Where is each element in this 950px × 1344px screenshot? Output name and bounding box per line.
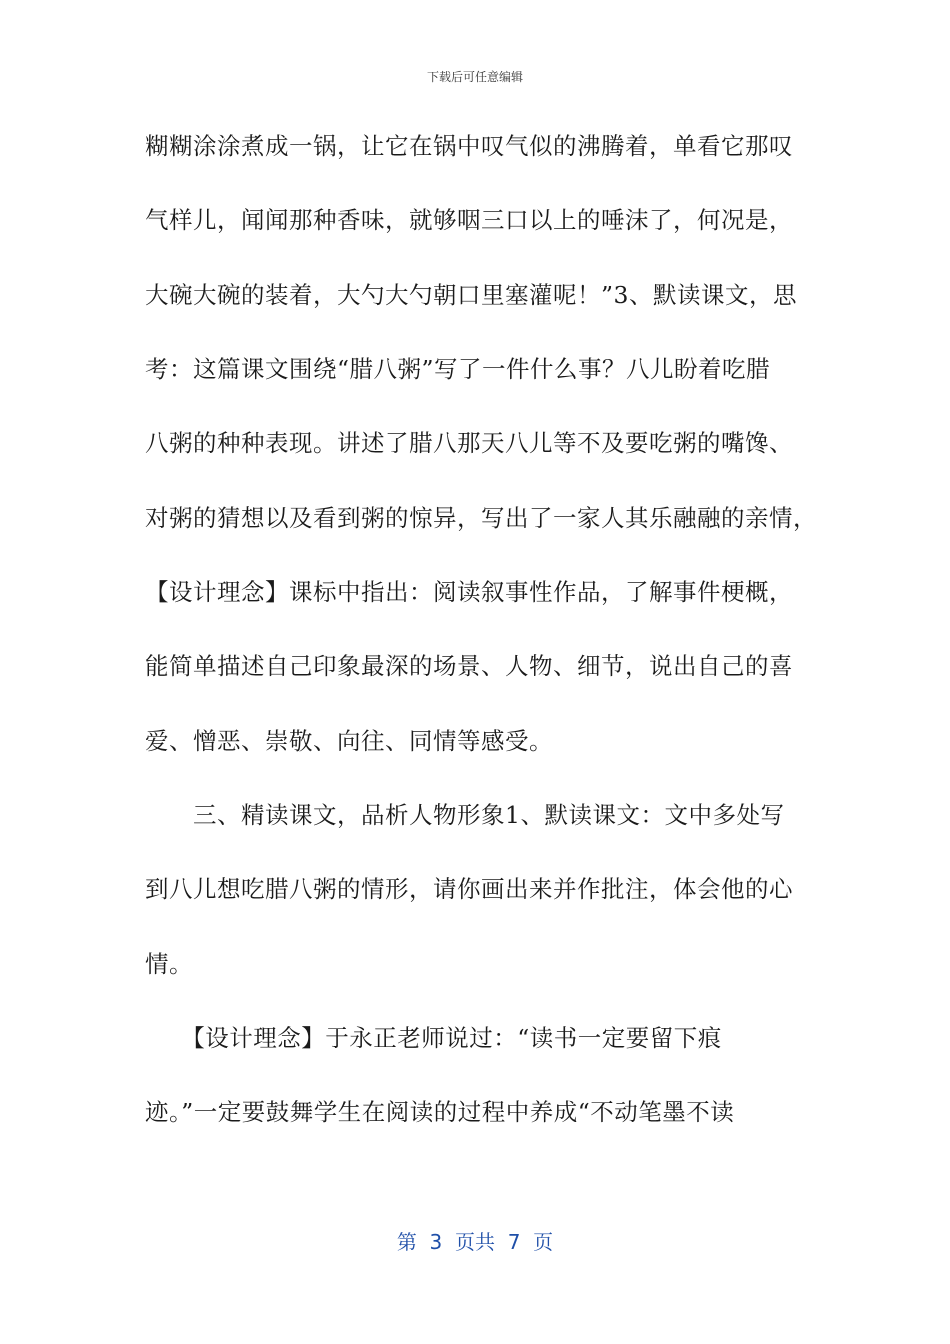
text-line: 大碗大碗的装着，大勺大勺朝口里塞灌呢！”3、默读课文，思	[145, 281, 797, 309]
text-line: 考：这篇课文围绕“腊八粥”写了一件什么事？八儿盼着吃腊	[145, 355, 771, 383]
text-line: 【设计理念】于永正老师说过：“读书一定要留下痕	[145, 1024, 722, 1052]
page-number-footer: 第 3 页共 7 页	[396, 1230, 554, 1254]
text-line: 八粥的种种表现。讲述了腊八那天八儿等不及要吃粥的嘴馋、	[145, 429, 793, 457]
text-line: 三、精读课文，品析人物形象1、默读课文：文中多处写	[145, 801, 785, 829]
text-line: 爱、憎恶、崇敬、向往、同情等感受。	[145, 727, 553, 755]
text-line: 迹。”一定要鼓舞学生在阅读的过程中养成“不动笔墨不读	[145, 1098, 735, 1126]
text-line: 气样儿，闻闻那种香味，就够咽三口以上的唾沫了，何况是，	[145, 206, 793, 234]
text-line: 糊糊涂涂煮成一锅，让它在锅中叹气似的沸腾着，单看它那叹	[145, 132, 793, 160]
text-line: 对粥的猜想以及看到粥的惊异，写出了一家人其乐融融的亲情，	[145, 504, 817, 532]
page-header: 下载后可任意编辑	[426, 70, 523, 84]
text-line: 情。	[145, 950, 193, 978]
text-line: 能简单描述自己印象最深的场景、人物、细节，说出自己的喜	[145, 652, 793, 680]
text-line: 到八儿想吃腊八粥的情形，请你画出来并作批注，体会他的心	[145, 875, 793, 903]
text-line: 【设计理念】课标中指出：阅读叙事性作品，了解事件梗概，	[145, 578, 793, 606]
